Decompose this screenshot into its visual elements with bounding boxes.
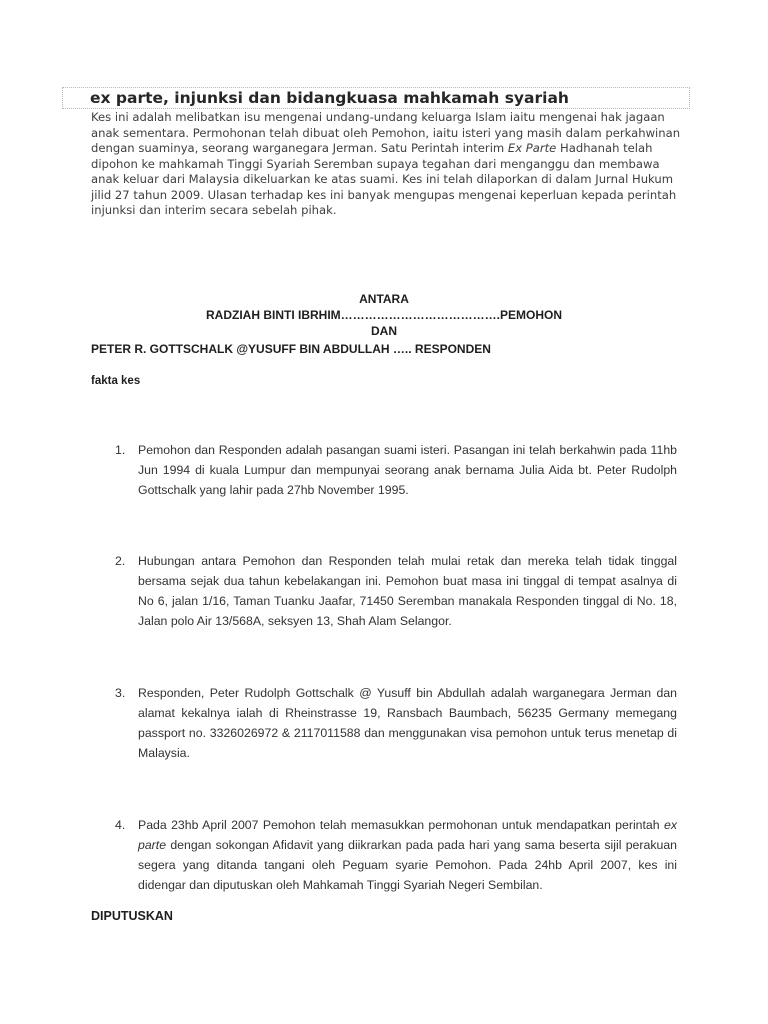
fact-text: Responden, Peter Rudolph Gottschalk @ Yusuff bin Abdullah adalah warganegara Jerman dan alamat kekalnya ialah di Rheinstrasse 19, Ransbach Baumbach, 56235 Germany memegang passport no. 3326026972 & 2117011588 dan menggunakan visa pemohon untuk terus menetap di Malaysia. bbox=[138, 686, 677, 760]
fact-number: 4. bbox=[115, 818, 126, 832]
facts-heading: fakta kes bbox=[91, 375, 141, 387]
fact-item-2 bbox=[115, 551, 677, 631]
fact-text bbox=[138, 815, 677, 895]
parties-antara: ANTARA bbox=[359, 292, 409, 306]
fact-text-part1: Pada 23hb April 2007 Pemohon telah memasukkan permohonan untuk mendapatkan perintah bbox=[138, 818, 664, 832]
fact-text: Pemohon dan Responden adalah pasangan suami isteri. Pasangan ini telah berkahwin pada 11hb Jun 1994 di kuala Lumpur dan mempunyai seorang anak bernama Julia Aida bt. Peter Rudolph Gottschalk yang lahir pada 27hb November 1995. bbox=[138, 443, 677, 497]
decision-heading: DIPUTUSKAN bbox=[91, 909, 173, 923]
intro-italic-term: Ex Parte bbox=[507, 141, 557, 155]
parties-respondent: PETER R. GOTTSCHALK @YUSUFF BIN ABDULLAH ….. RESPONDEN bbox=[91, 342, 491, 356]
fact-text: Hubungan antara Pemohon dan Responden telah mulai retak dan mereka telah tidak tinggal bersama sejak dua tahun kebelakangan ini. Pemohon buat masa ini tinggal di tempat asalnya di No 6, jalan 1/16, Taman Tuanku Jaafar, 71450 Seremban manakala Responden tinggal di No. 18, Jalan polo Air 13/568A, seksyen 13, Shah Alam Selangor. bbox=[138, 554, 677, 628]
fact-item-4 bbox=[115, 815, 677, 895]
fact-item-3 bbox=[115, 683, 677, 763]
page-title: ex parte, injunksi dan bidangkuasa mahkamah syariah bbox=[90, 89, 569, 107]
intro-text-part2: Hadhanah telah dipohon ke mahkamah Tinggi Syariah Seremban supaya tegahan dari menganggu dan membawa anak keluar dari Malaysia dikeluarkan ke atas suami. Kes ini telah dilaporkan di dalam Jurnal Hukum jilid 27 tahun 2009. Ulasan terhadap kes ini banyak mengupas mengenai keperluan kepada perintah injunksi dan interim secara sebelah pihak. bbox=[91, 141, 677, 217]
parties-dan: DAN bbox=[371, 324, 397, 338]
fact-number: 2. bbox=[115, 554, 126, 568]
fact-item-1 bbox=[115, 440, 677, 500]
fact-number: 3. bbox=[115, 686, 126, 700]
parties-applicant: RADZIAH BINTI IBRHIM………………………………….PEMOHON bbox=[206, 308, 562, 322]
fact-number: 1. bbox=[115, 443, 126, 457]
fact-text-part2: dengan sokongan Afidavit yang diikrarkan pada pada hari yang sama beserta sijil perakuan segera yang ditanda tangani oleh Peguam syarie Pemohon. Pada 24hb April 2007, kes ini didengar dan diputuskan oleh Mahkamah Tinggi Syariah Negeri Sembilan. bbox=[138, 838, 677, 892]
intro-paragraph bbox=[91, 110, 691, 219]
fact-italic-term: ex parte bbox=[138, 818, 677, 852]
intro-text-part1: Kes ini adalah melibatkan isu mengenai undang-undang keluarga Islam iaitu mengenai hak jagaan anak sementara. Permohonan telah dibuat oleh Pemohon, iaitu isteri yang masih dalam perkahwinan dengan suaminya, seorang warganegara Jerman. Satu Perintah interim bbox=[91, 110, 681, 155]
